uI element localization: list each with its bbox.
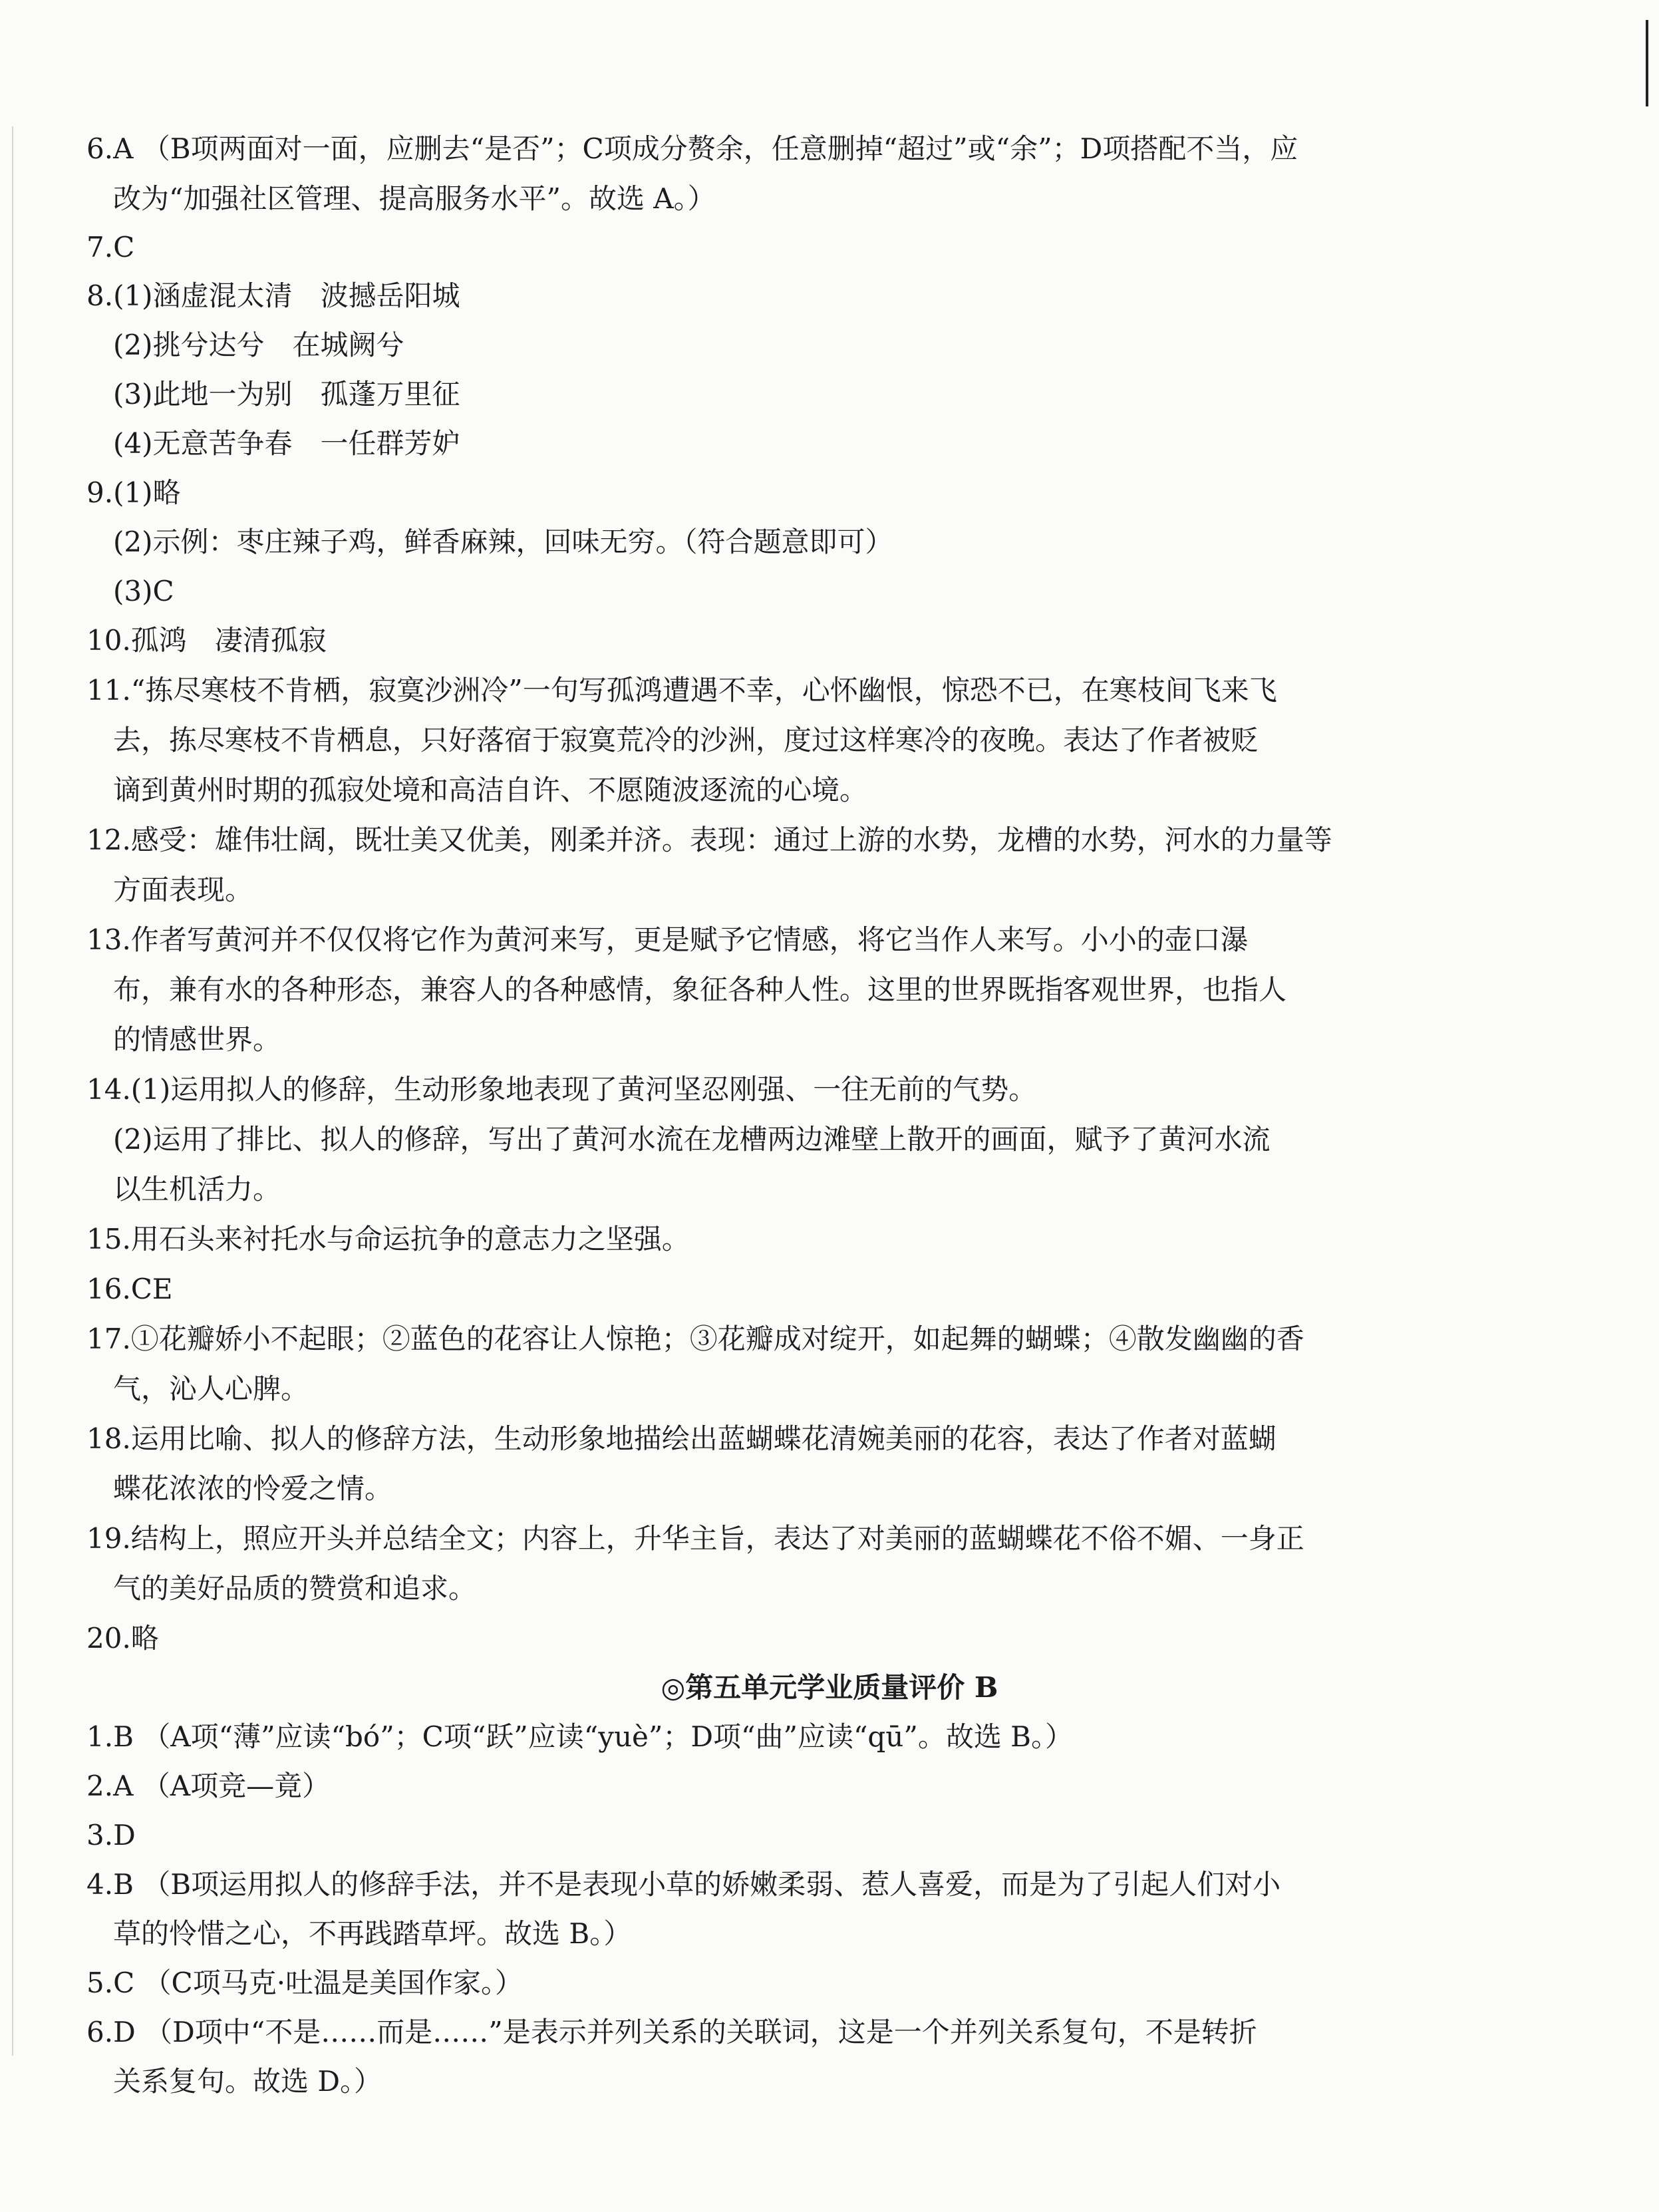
answer-17-line-1: 17.①花瓣娇小不起眼；②蓝色的花容让人惊艳；③花瓣成对绽开，如起舞的蝴蝶；④散发幽幽的香 [86,1323,1304,1355]
section-b-answer-1: 1.B （A项“薄”应读“bó”；C项“跃”应读“yuè”；D项“曲”应读“qū”。故选 B。） [86,1720,1074,1753]
binding-mark [1646,20,1648,106]
answer-17-line-2: 气，沁人心脾。 [113,1372,309,1405]
answer-19-line-1: 19.结构上，照应开头并总结全文；内容上，升华主旨，表达了对美丽的蓝蝴蝶花不俗不媚、一身正 [86,1522,1304,1555]
section-b-answer-2: 2.A （A项竞—竟） [86,1770,331,1802]
section-b-answer-4-line-1: 4.B （B项运用拟人的修辞手法，并不是表现小草的娇嫩柔弱、惹人喜爱，而是为了引起人们对小 [86,1868,1281,1901]
answer-13-line-2: 布，兼有水的各种形态，兼容人的各种感情，象征各种人性。这里的世界既指客观世界，也指人 [113,973,1287,1006]
answer-15: 15.用石头来衬托水与命运抗争的意志力之坚强。 [86,1223,690,1255]
answer-9-part-1: 9.(1)略 [86,476,181,509]
answer-14-line-2: (2)运用了排比、拟人的修辞，写出了黄河水流在龙槽两边滩壁上散开的画面，赋予了黄河水流 [113,1123,1271,1156]
answer-11-line-1: 11.“拣尽寒枝不肯栖，寂寞沙洲冷”一句写孤鸿遭遇不幸，心怀幽恨，惊恐不已，在寒枝间飞来飞 [86,674,1277,707]
answer-14-line-1: 14.(1)运用拟人的修辞，生动形象地表现了黄河坚忍刚强、一往无前的气势。 [86,1073,1037,1106]
answer-10: 10.孤鸿 凄清孤寂 [86,624,327,657]
answer-12-line-2: 方面表现。 [113,873,253,906]
answer-8-part-3: (3)此地一为别 孤蓬万里征 [113,378,460,410]
answer-18-line-2: 蝶花浓浓的怜爱之情。 [113,1472,393,1505]
section-b-answer-6-line-2: 关系复句。故选 D。） [113,2065,382,2098]
answer-13-line-1: 13.作者写黄河并不仅仅将它作为黄河来写，更是赋予它情感，将它当作人来写。小小的壶口瀑 [86,923,1249,956]
answer-13-line-3: 的情感世界。 [113,1023,281,1056]
answer-12-line-1: 12.感受：雄伟壮阔，既壮美又优美，刚柔并济。表现：通过上游的水势，龙槽的水势，河水的力量等 [86,824,1332,856]
answer-11-line-2: 去，拣尽寒枝不肯栖息，只好落宿于寂寞荒冷的沙洲，度过这样寒冷的夜晚。表达了作者被贬 [113,724,1259,756]
scan-edge-line [12,126,13,2056]
answer-8-part-4: (4)无意苦争春 一任群芳妒 [113,427,460,460]
answer-19-line-2: 气的美好品质的赞赏和追求。 [113,1572,477,1605]
answer-8-part-1: 8.(1)涵虚混太清 波撼岳阳城 [86,279,460,312]
section-b-answer-3: 3.D [86,1819,136,1851]
section-b-answer-6-line-1: 6.D （D项中“不是……而是……”是表示并列关系的关联词，这是一个并列关系复句，不是转折 [86,2016,1257,2048]
answer-6-line-1: 6.A （B项两面对一面，应删去“是否”；C项成分赘余，任意删掉“超过”或“余”；D项搭配不当，应 [86,132,1298,165]
section-b-answer-4-line-2: 草的怜惜之心，不再践踏草坪。故选 B。） [113,1917,632,1950]
section-b-answer-5: 5.C （C项马克·吐温是美国作家。） [86,1967,524,1999]
answer-7: 7.C [86,231,135,263]
answer-14-line-3: 以生机活力。 [113,1173,281,1205]
answer-9-part-2: (2)示例：枣庄辣子鸡，鲜香麻辣，回味无穷。（符合题意即可） [113,526,893,558]
answer-16: 16.CE [86,1273,173,1305]
answer-20: 20.略 [86,1622,159,1655]
answer-18-line-1: 18.运用比喻、拟人的修辞方法，生动形象地描绘出蓝蝴蝶花清婉美丽的花容，表达了作者对蓝蝴 [86,1422,1277,1455]
answer-9-part-3: (3)C [113,575,174,607]
answer-11-line-3: 谪到黄州时期的孤寂处境和高洁自许、不愿随波逐流的心境。 [113,774,868,806]
answer-8-part-2: (2)挑兮达兮 在城阙兮 [113,329,404,361]
answer-6-line-2: 改为“加强社区管理、提高服务水平”。故选 A。） [113,182,716,215]
section-title: ◎第五单元学业质量评价 B [661,1671,998,1704]
